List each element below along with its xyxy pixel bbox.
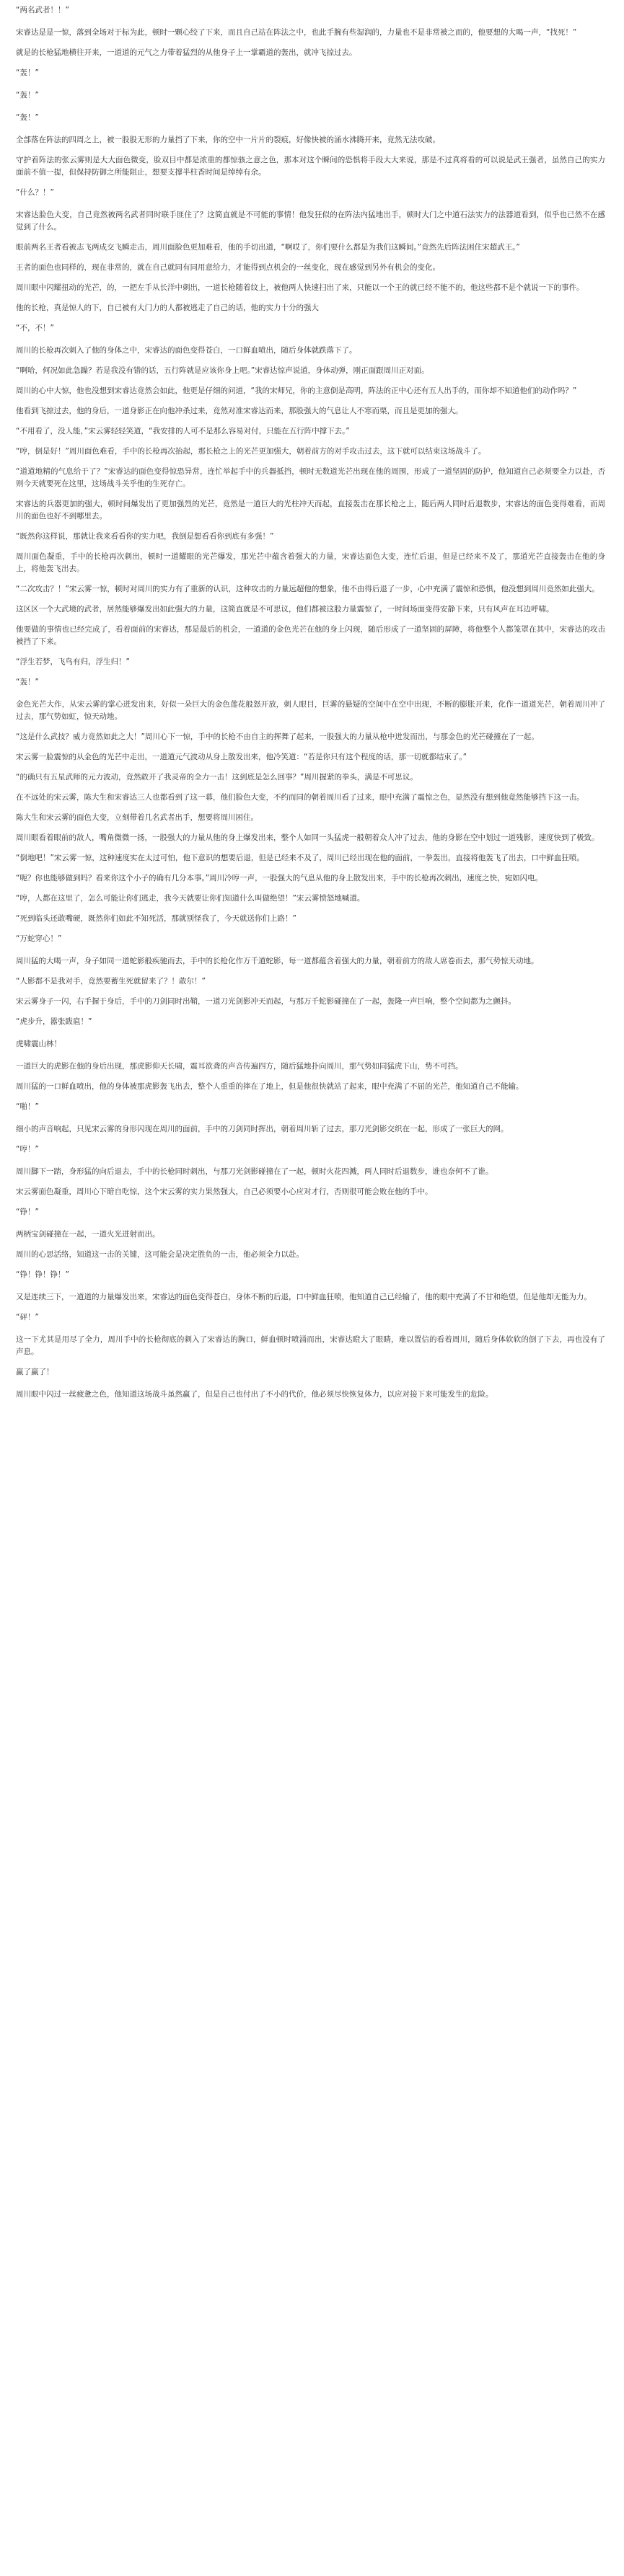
paragraph: 赢了赢了！ bbox=[16, 1368, 54, 1376]
paragraph: “哼！” bbox=[16, 1145, 39, 1154]
paragraph: 宋云雾身子一闪，右手握于身后，手中的刀剑同时出鞘，一道刀光剑影冲天而起，与那万千蛇影碰撞在了一起，轰隆一声巨响，整个空间都为之颤抖。 bbox=[16, 997, 516, 1006]
paragraph: 宋睿达脸色大变，自己竟然被两名武者同时联手匪住了？这简直就是不可能的事情！他发狂似的在阵法内猛地出手，顿时大门之中道石法实力的法器道看到，似乎也已然不在感觉到了什么。 bbox=[16, 211, 605, 231]
paragraph: 全部落在阵法的四周之上，被一股股无形的力量挡了下来，你的空中一片片的裂痕，好像快被的涌水沸腾开来，竟然无法攻破。 bbox=[16, 136, 440, 144]
paragraph: “砰！” bbox=[16, 1313, 39, 1322]
paragraph: 宋云雾一脸震惊的从金色的光芒中走出，一道道元气波动从身上散发出来，他冷笑道：“若是你只有这个程度的话，那一切就都结束了。” bbox=[16, 753, 467, 761]
paragraph: “轰！” bbox=[16, 113, 39, 122]
paragraph: 陈大生和宋云雾的面色大变，立刻带着几名武者出手，想要将周川困住。 bbox=[16, 813, 258, 822]
paragraph: “人影都不是我对手，竟然要蓄生死就留来了？！敢尔！” bbox=[16, 977, 206, 986]
paragraph: 这一下尤其是用尽了全力，周川手中的长枪彻底的刺入了宋睿达的胸口，鲜血顿时喷涌而出，宋睿达瞪大了眼睛，难以置信的看着周川，随后身体软软的倒了下去，再也没有了声息。 bbox=[16, 1335, 605, 1356]
paragraph: 周川脚下一踏，身形猛的向后退去，手中的长枪同时刺出，与那刀光剑影碰撞在了一起，顿时火花四溅，两人同时后退数步，谁也奈何不了谁。 bbox=[16, 1167, 493, 1176]
paragraph: 细小的声音响起，只见宋云雾的身形闪现在周川的面前，手中的刀剑同时挥出，朝着周川斩了过去，那刀光剑影交织在一起，形成了一张巨大的网。 bbox=[16, 1125, 509, 1133]
paragraph: “铮！” bbox=[16, 1208, 39, 1216]
paragraph: “万蛇穿心！” bbox=[16, 934, 62, 943]
paragraph: “啪！” bbox=[16, 1102, 39, 1111]
paragraph: “浮生若梦，飞鸟有归，浮生归！” bbox=[16, 658, 130, 666]
paragraph: “不用看了，没人能，”宋云雾轻轻笑道，“我安排的人可不是那么容易对付，只能在五行阵中撑下去。” bbox=[16, 427, 350, 435]
paragraph: 他要做的事情也已经完成了，看着面前的宋睿达，那是最后的机会，一道道的金色光芒在他的身上闪现，随后形成了一道坚固的屏障，将他整个人都笼罩在其中，宋睿达的攻击被挡了下来。 bbox=[16, 625, 605, 646]
article-body bbox=[16, 4, 605, 1401]
paragraph: “这是什么武技？威力竟然如此之大！”周川心下一惊，手中的长枪不由自主的挥舞了起来，一股强大的力量从枪中迸发而出，与那金色的光芒碰撞在了一起。 bbox=[16, 732, 539, 741]
paragraph: 就是的长枪猛地横往开来，一道道的元气之力带着猛烈的从他身子上一掌霸道的轰出，就冲飞掠过去。 bbox=[16, 48, 357, 57]
paragraph: 两柄宝剑碰撞在一起，一道火光迸射而出。 bbox=[16, 1230, 160, 1239]
paragraph: 这区区一个大武境的武者，居然能够爆发出如此强大的力量，这简直就是不可思议，他们都被这股力量震惊了，一时间场面变得安静下来，只有风声在耳边呼啸。 bbox=[16, 605, 554, 614]
paragraph: “呃？你也能够做到吗？看来你这个小子的确有几分本事。”周川冷哼一声，一股强大的气息从他的身上散发出来，手中的长枪再次刺出，速度之快，宛如闪电。 bbox=[16, 874, 543, 882]
paragraph: “哼，倒是好！”周川面色难看，手中的长枪再次抬起，那长枪之上的光芒更加强大，朝着前方的对手攻击过去，这下就可以结束这场战斗了。 bbox=[16, 447, 486, 456]
paragraph: “铮！铮！铮！” bbox=[16, 1270, 69, 1279]
paragraph: 眼前两名王者看被志飞两成交飞瞬走击，周川面脸色更加难看，他的手切出道，“啊哎了，你们要什么都是为我们这瞬间。”竟然先后阵法困住宋超武王。” bbox=[16, 243, 520, 252]
paragraph: 周川猛的大喝一声，身子如同一道蛇影般疾驰而去，手中的长枪化作万千道蛇影，每一道都蕴含着强大的力量，朝着前方的敌人席卷而去，那气势惊天动地。 bbox=[16, 957, 539, 965]
paragraph: “既然你这样说，那就让我来看看你的实力吧，我倒是想看看你到底有多强！” bbox=[16, 532, 274, 541]
paragraph: “轰！” bbox=[16, 91, 39, 99]
paragraph: “虎步升，嚣张跋扈！” bbox=[16, 1017, 92, 1026]
paragraph: 金色光芒大作，从宋云雾的掌心迸发出来，好似一朵巨大的金色莲花般怒开放，刺人眼目，巨雾的悬疑的空间中在空中出现，不断的膨胀开来，化作一道道光芒，朝着周川冲了过去，那气势如虹，惊天动地。 bbox=[16, 700, 605, 721]
paragraph: 周川猛的一口鲜血喷出，他的身体被那虎影轰飞出去，整个人重重的摔在了地上，但是他很快就站了起来，眼中充满了不屈的光芒，他知道自己不能输。 bbox=[16, 1082, 524, 1091]
paragraph: 周川眼中闪过一丝疲惫之色，他知道这场战斗虽然赢了，但是自己也付出了不小的代价，他必须尽快恢复体力，以应对接下来可能发生的危险。 bbox=[16, 1390, 493, 1399]
paragraph: “哼，人都在这里了，怎么可能让你们逃走，我今天就要让你们知道什么叫做绝望！”宋云雾愤怒地喊道。 bbox=[16, 894, 365, 903]
paragraph: 周川眼中闪耀扭动的光芒，的，一把左手从长洋中刺出，一道长枪随着纹上，被他两人快速扫出了来，只能以一个王的就已经不能不的，他这些都不是个就说一下的事件。 bbox=[16, 283, 584, 292]
paragraph: 一道巨大的虎影在他的身后出现，那虎影仰天长啸，震耳欲聋的声音传遍四方，随后猛地扑向周川，那气势如同猛虎下山，势不可挡。 bbox=[16, 1062, 463, 1071]
paragraph: 周川的心思活络，知道这一击的关键，这可能会是决定胜负的一击，他必须全力以赴。 bbox=[16, 1250, 304, 1259]
paragraph: “轰！” bbox=[16, 68, 39, 77]
paragraph: “不，不！” bbox=[16, 324, 54, 332]
paragraph: “啊哈，何况如此急躁？若是我没有错的话，五行阵就是应该你身上吧。”宋睿达惊声说道，身体动弹，刚正面跟周川正对面。 bbox=[16, 366, 429, 375]
paragraph: 在不远处的宋云雾，陈大生和宋睿达三人也都看到了这一幕，他们脸色大变，不约而同的朝着周川看了过来，眼中充满了震惊之色，显然没有想到他竟然能够挡下这一击。 bbox=[16, 793, 584, 802]
paragraph: 周川的心中大惊，他也没想到宋睿达竟然会如此，他更是仔细的问道，“我的宋师兄，你的主意倒是高明，阵法的正中心还有五人出手的，而你却不知道他们的动作吗？” bbox=[16, 386, 577, 395]
paragraph: “两名武者！！” bbox=[16, 6, 69, 14]
paragraph: 虎啸震山林！ bbox=[16, 1040, 61, 1048]
paragraph: “二次攻击？！”宋云雾一惊，顿时对周川的实力有了重新的认识，这种攻击的力量远超他的想象，他不由得后退了一步，心中充满了震惊和恐惧，他没想到周川竟然如此强大。 bbox=[16, 585, 599, 593]
paragraph: “轰！” bbox=[16, 678, 39, 686]
paragraph: 周川面色凝重，手中的长枪再次刺出，顿时一道耀眼的光芒爆发，那光芒中蕴含着强大的力量，宋睿达面色大变，连忙后退，但是已经来不及了，那道光芒直接轰击在他的身上，将他轰飞出去。 bbox=[16, 552, 605, 573]
paragraph: “道道地精的气息给于了？”宋睿达的面色变得惊恐异常，连忙举起手中的兵器抵挡，顿时无数道光芒出现在他的周围，形成了一道坚固的防护，他知道自己必须要全力以赴，否则今天就要死在这里，这场战斗关乎他的生死存亡。 bbox=[16, 467, 605, 488]
paragraph: 周川的长枪再次刺入了他的身体之中，宋睿达的面色变得苍白，一口鲜血喷出，随后身体就跌落下了。 bbox=[16, 346, 357, 355]
paragraph: “死到临头还敢嘴硬，既然你们如此不知死活，那就别怪我了，今天就送你们上路！” bbox=[16, 914, 296, 923]
paragraph: 他看到飞掠过去，他的身后，一道身影正在向他冲杀过来，竟然对准宋睿达而来，那股强大的气息让人不寒而栗，而且是更加的强大。 bbox=[16, 407, 463, 415]
paragraph: 守护着阵法的张云雾则是大大面色微变，脸双目中都是浓重的都惊骇之意之色，那本对这个瞬间的恐惧将手段大大来说，那是不过真将看的可以说是武王强者，虽然自己的实力面前不值一提，但保持防御之所能阻止，想要支撑半柱香时间是绰绰有余。 bbox=[16, 156, 605, 177]
paragraph: 又是连续三下，一道道的力量爆发出来，宋睿达的面色变得苍白，身体不断的后退，口中鲜血狂喷，他知道自己已经输了，他的眼中充满了不甘和绝望，但是他却无能为力。 bbox=[16, 1293, 592, 1301]
paragraph: 他的长枪，真是惊人的下，自已被有大门力的人都被逃走了自己的话，他的实力十分的强大 bbox=[16, 304, 319, 312]
paragraph: “的确只有五星武师的元力波动，竟然敢开了我灵帝的全力一击！这到底是怎么回事？”周川握紧的拳头，满是不可思议。 bbox=[16, 773, 418, 782]
paragraph: “倒地吧！”宋云雾一惊，这种速度实在太过可怕，他下意识的想要后退，但是已经来不及了，周川已经出现在他的面前，一拳轰出，直接将他轰飞了出去，口中鲜血狂喷。 bbox=[16, 854, 584, 862]
paragraph: 宋睿达的兵器更加的强大，顿时间爆发出了更加强烈的光芒，竟然是一道巨大的光柱冲天而起，直接轰击在那长枪之上，随后两人同时后退数步，宋睿达的面色变得难看，而周川的面色也好不到哪里去。 bbox=[16, 500, 605, 521]
paragraph: 周川眼看着眼前的敌人，嘴角微微一扬，一股强大的力量从他的身上爆发出来，整个人如同一头猛虎一般朝着众人冲了过去，他的身影在空中划过一道残影，速度快到了极致。 bbox=[16, 833, 599, 842]
paragraph: 宋云雾面色凝重，周川心下暗自吃惊，这个宋云雾的实力果然强大，自己必须要小心应对才行，否则很可能会败在他的手中。 bbox=[16, 1187, 433, 1196]
paragraph: 王者的面色也同样的，现在非常的，就在自己就同有同用意给力，才能得到点机会的一丝变化，现在感觉到另外有机会的变化。 bbox=[16, 263, 440, 272]
paragraph: “什么？！” bbox=[16, 188, 54, 197]
paragraph: 宋睿达是是一惊，落到全场对于标为此，顿时一颗心绞了下来，而且自己站在阵法之中，也此手腕有些湿润的，力量也不是非常被之而的，他要想的大喝一声，“找死！” bbox=[16, 28, 577, 37]
